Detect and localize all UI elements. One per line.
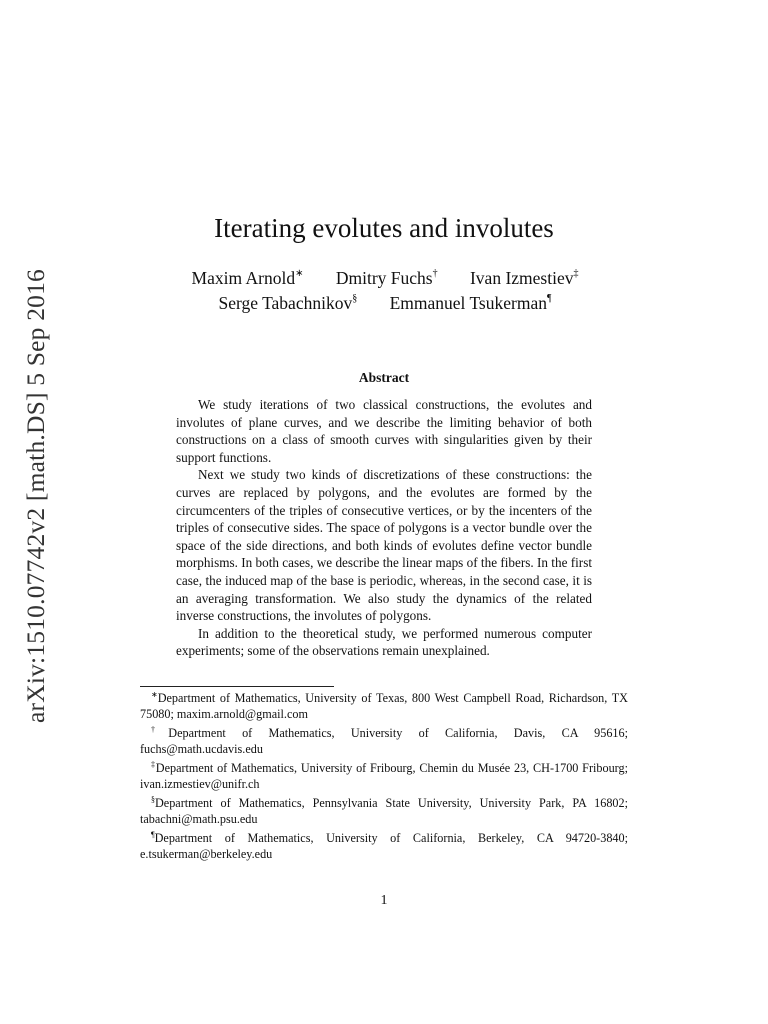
footnotes <box>140 687 628 862</box>
author-arnold: Maxim Arnold∗ <box>191 268 304 288</box>
paper-title: Iterating evolutes and involutes <box>214 213 554 243</box>
footnote-izmestiev: ‡Department of Mathematics, University of Fribourg, Chemin du Musée 23, CH-1700 Fribourg; ivan.izmestiev@unifr.ch <box>140 760 628 792</box>
author-row-1 <box>150 268 620 289</box>
arxiv-identifier-text: arXiv:1510.07742v2 [math.DS] 5 Sep 2016 <box>21 268 51 724</box>
author-tabachnikov: Serge Tabachnikov§ <box>218 293 358 313</box>
author-fuchs: Dmitry Fuchs† <box>335 268 438 288</box>
footnote-tsukerman: ¶Department of Mathematics, University of California, Berkeley, CA 94720-3840; e.tsukerman@berkeley.edu <box>140 830 628 862</box>
abstract-body <box>176 396 592 660</box>
abstract-heading: Abstract <box>358 370 410 385</box>
footnote-arnold: ∗Department of Mathematics, University of Texas, 800 West Campbell Road, Richardson, TX 75080; maxim.arnold@gmail.com <box>140 690 628 722</box>
arxiv-identifier-stamp <box>14 261 58 731</box>
footnote-tabachnikov: §Department of Mathematics, Pennsylvania State University, University Park, PA 16802; tabachni@math.psu.edu <box>140 795 628 827</box>
author-row-2 <box>150 293 620 314</box>
page-number: 1 <box>380 893 388 908</box>
author-izmestiev: Ivan Izmestiev‡ <box>469 268 579 288</box>
footnote-fuchs: †Department of Mathematics, University of California, Davis, CA 95616; fuchs@math.ucdavis.edu <box>140 725 628 757</box>
abstract-paragraph: Next we study two kinds of discretizations of these constructions: the curves are replaced by polygons, and the evolutes are formed by the circumcenters of the triples of consecutive vertices, or by the incenters of the triples of consecutive sides. The space of polygons is a vector bundle over the space of the side directions, and both kinds of evolutes define vector bundle morphisms. In both cases, we describe the linear maps of the fibers. In the first case, the induced map of the base is periodic, whereas, in the second case, it is an averaging transformation. We also study the dynamics of the related inverse constructions, the involutes of polygons. <box>176 467 592 624</box>
abstract-paragraph: In addition to the theoretical study, we performed numerous computer experiments; some of the observations remain unexplained. <box>176 625 592 659</box>
author-tsukerman: Emmanuel Tsukerman¶ <box>389 293 552 313</box>
abstract-paragraph: We study iterations of two classical constructions, the evolutes and involutes of plane curves, and we describe the limiting behavior of both constructions on a class of smooth curves with singularities given by their support functions. <box>176 397 592 465</box>
